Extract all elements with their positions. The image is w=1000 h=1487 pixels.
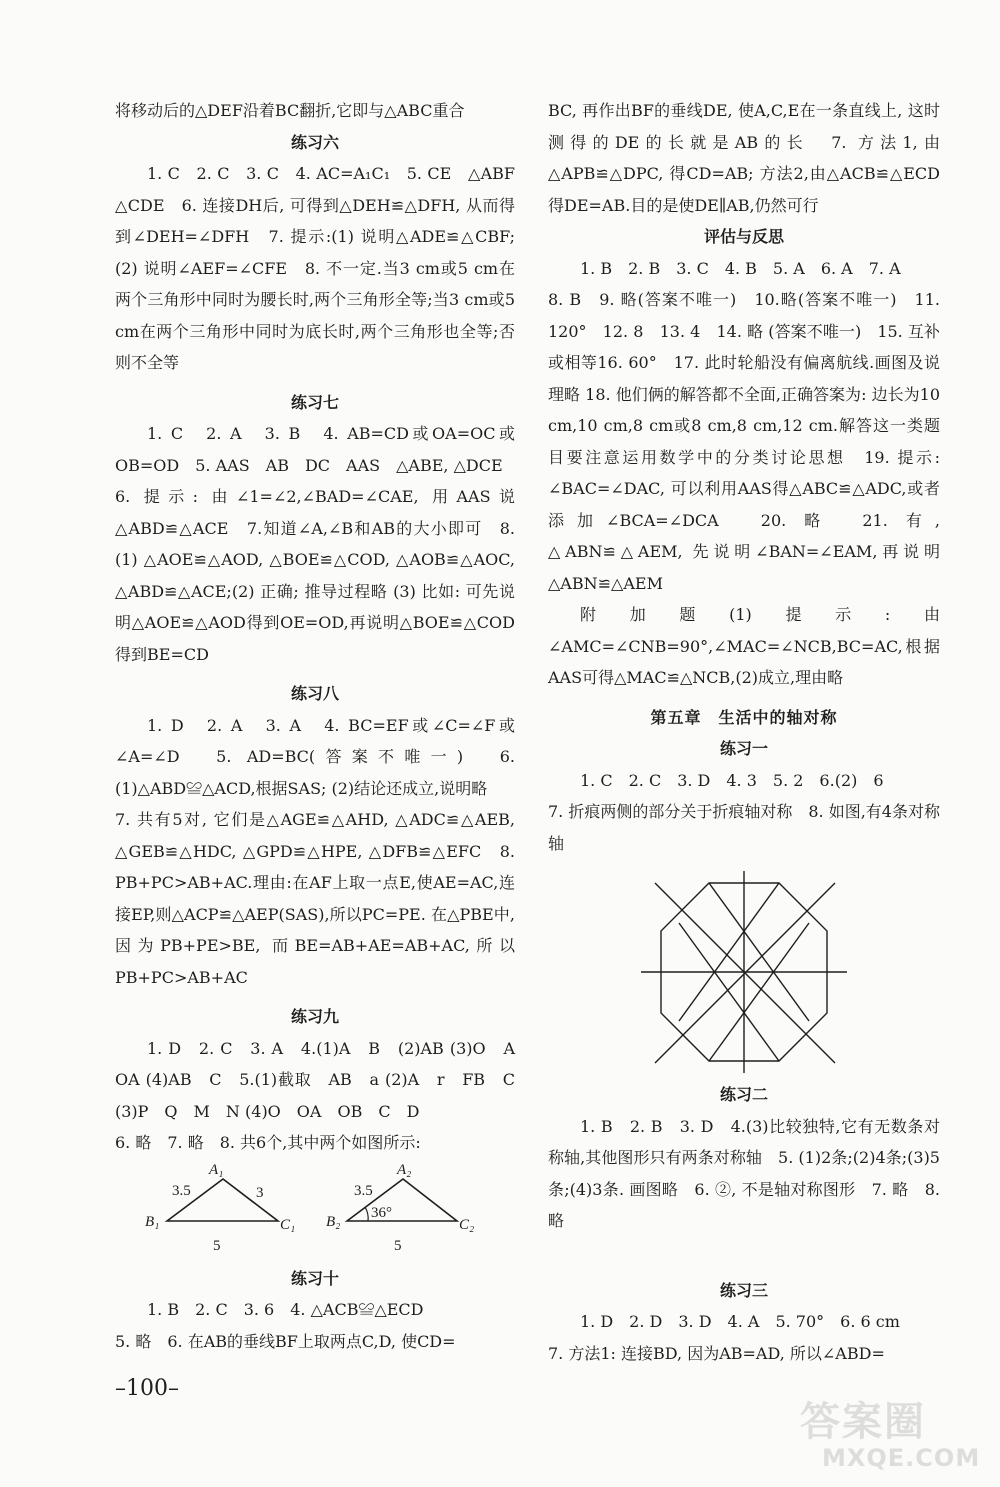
- answer-paragraph: 1. D 2. C 3. A 4.(1)A B (2)AB (3)O A OA (4)AB C 5.(1)截取 AB a (2)A r FB C (3)P Q M N (4)O OA OB C D: [115, 1038, 532, 1121]
- watermark-text: 答案圈: [800, 1399, 926, 1445]
- side-label: 5: [394, 1237, 402, 1254]
- answer-paragraph: 1. B 2. B 3. D 4.(3)比较独特,它有无数条对称轴,其他图形只有两条对称轴 5. (1)2条;(2)4条;(3)5条;(4)3条. 画图略 6. ②, 不是轴对称图形 7. 略 8. 略: [548, 1116, 940, 1230]
- vertex-label: A₂: [397, 1161, 412, 1178]
- triangle-2: [326, 1162, 474, 1254]
- side-label: 3.5: [354, 1182, 373, 1199]
- answer-paragraph: 6. 略 7. 略 8. 共6个,其中两个如图所示:: [115, 1133, 421, 1152]
- answer-paragraph: 5. 略 6. 在AB的垂线BF上取两点C,D, 使CD=: [115, 1331, 456, 1351]
- angle-label: 36°: [371, 1204, 392, 1221]
- answer-paragraph: 8. B 9. 略(答案不唯一) 10.略(答案不唯一) 11. 120° 12. 8 13. 4 14. 略 (答案不唯一) 15. 互补或相等16. 60° 17. 此时轮船没有偏离航线.画图及说理略 18. 他们俩的解答都不全面,正确答案为: 边长为10 cm,10 cm,8 cm或8 cm,8 cm,12 cm.解答这一类题目要注意运用数学中的分类讨论思想 19. 提示: ∠BAC=∠DAC, 可以利用AAS得△ABC≌△ADC,或者添加∠BCA=∠DCA 20. 略 21. 有, △ABN≌△AEM, 先说明∠BAN=∠EAM,再说明△ABN≌△AEM: [548, 290, 940, 593]
- vertex-label: B₁: [145, 1213, 160, 1230]
- answer-paragraph: 1. C 2. C 3. D 4. 3 5. 2 6.(2) 6: [580, 770, 884, 790]
- answer-paragraph: 7. 折痕两侧的部分关于折痕轴对称 8. 如图,有4条对称轴: [548, 802, 940, 853]
- answer-paragraph: 1. D 2. D 3. D 4. A 5. 70° 6. 6 cm: [580, 1312, 900, 1331]
- section-heading: 评估与反思: [703, 227, 784, 246]
- answer-paragraph: 1. B 2. B 3. C 4. B 5. A 6. A 7. A: [580, 258, 901, 278]
- section-heading: 练习一: [719, 739, 768, 758]
- triangles-figure: [115, 1159, 515, 1255]
- fold-line: [709, 923, 809, 1061]
- continuation-text: 将移动后的△DEF沿着BC翻折,它即与△ABC重合: [115, 101, 465, 120]
- vertex-label: A₁: [209, 1161, 224, 1178]
- watermark-logo: [800, 1390, 990, 1482]
- watermark-url: MXQE.COM: [822, 1444, 981, 1472]
- side-label: 3.5: [172, 1182, 191, 1199]
- side-label: 3: [256, 1184, 264, 1201]
- answer-paragraph: 6. 提示: 由∠1=∠2,∠BAD=∠CAE, 用AAS说△ABD≌△ACE 7.知道∠A,∠B和AB的大小即可 8.(1) △AOE≌△AOD, △BOE≌△COD, △AOB≌△AOC, △ABD≌△ACE;(2) 正确; 推导过程略 (3) 比如: 可先说明△AOE≌△AOD得到OE=OD,再说明△BOE≌△COD得到BE=CD: [115, 487, 515, 664]
- section-heading: 练习八: [290, 684, 339, 703]
- continuation-text: BC, 再作出BF的垂线DE, 使A,C,E在一条直线上, 这时测得的DE的长就是AB的长 7. 方法1,由△APB≌△DPC, 得CD=AB; 方法2,由△ACB≌△ECD得DE=AB.目的是使DE∥AB,仍然可行: [548, 101, 940, 215]
- vertex-label: B₂: [326, 1213, 341, 1230]
- vertex-label: C₂: [459, 1216, 475, 1233]
- section-heading: 练习九: [290, 1007, 339, 1026]
- section-heading: 练习二: [719, 1085, 768, 1104]
- octagon-symmetry-figure: [629, 869, 859, 1079]
- page-number: –100–: [115, 1376, 179, 1401]
- vertex-label: C₁: [280, 1216, 296, 1233]
- section-heading: 练习七: [290, 392, 339, 412]
- answer-paragraph: 附加题(1)提示:由∠AMC=∠CNB=90°,∠MAC=∠NCB,BC=AC,根据AAS可得△MAC≌△NCB,(2)成立,理由略: [548, 605, 940, 687]
- answer-paragraph: 1. C 2. A 3. B 4. AB=CD或OA=OC或OB=OD 5. AAS AB DC AAS △ABE, △DCE: [115, 424, 515, 475]
- answer-paragraph: 7. 共有5对, 它们是△AGE≌△AHD, △ADC≌△AEB, △GEB≌△HDC, △GPD≌△HPE, △DFB≌△EFC 8. PB+PC>AB+AC.理由:在AF上取一点E,使AE=AC,连接EP,则△ACP≌△AEP(SAS),所以PC=PE. 在△PBE中, 因为PB+PE>BE, 而BE=AB+AE=AB+AC,所以PB+PC>AB+AC: [115, 810, 515, 987]
- fold-line: [679, 883, 779, 1021]
- section-heading: 练习六: [290, 132, 339, 152]
- answer-paragraph: 1. B 2. C 3. 6 4. △ACB≌△ECD: [147, 1300, 424, 1319]
- left-column: [115, 95, 532, 1357]
- triangle-1: [145, 1162, 295, 1254]
- answer-paragraph: 1. C 2. C 3. C 4. AC=A₁C₁ 5. CE △ABF △CDE 6. 连接DH后, 可得到△DEH≌△DFH, 从而得到∠DEH=∠DFH 7. 提示:(1) 说明△ADE≌△CBF;(2) 说明∠AEF=∠CFE 8. 不一定.当3 cm或5 cm在两个三角形中同时为腰长时,两个三角形全等;当3 cm或5 cm在两个三角形中同时为底长时,两个三角形也全等;否则不全等: [115, 164, 532, 372]
- right-column: [548, 95, 940, 1369]
- chapter-heading: 第五章 生活中的轴对称: [650, 707, 838, 727]
- answer-paragraph: 7. 方法1: 连接BD, 因为AB=AD, 所以∠ABD=: [548, 1343, 885, 1363]
- section-heading: 练习十: [290, 1268, 339, 1288]
- answer-paragraph: 1. D 2. A 3. A 4. BC=EF或∠C=∠F或∠A=∠D 5. AD=BC(答案不唯一) 6.(1)△ABD≌△ACD,根据SAS; (2)结论还成立,说明略: [115, 715, 515, 798]
- side-label: 5: [213, 1237, 221, 1254]
- section-heading: 练习三: [719, 1280, 768, 1300]
